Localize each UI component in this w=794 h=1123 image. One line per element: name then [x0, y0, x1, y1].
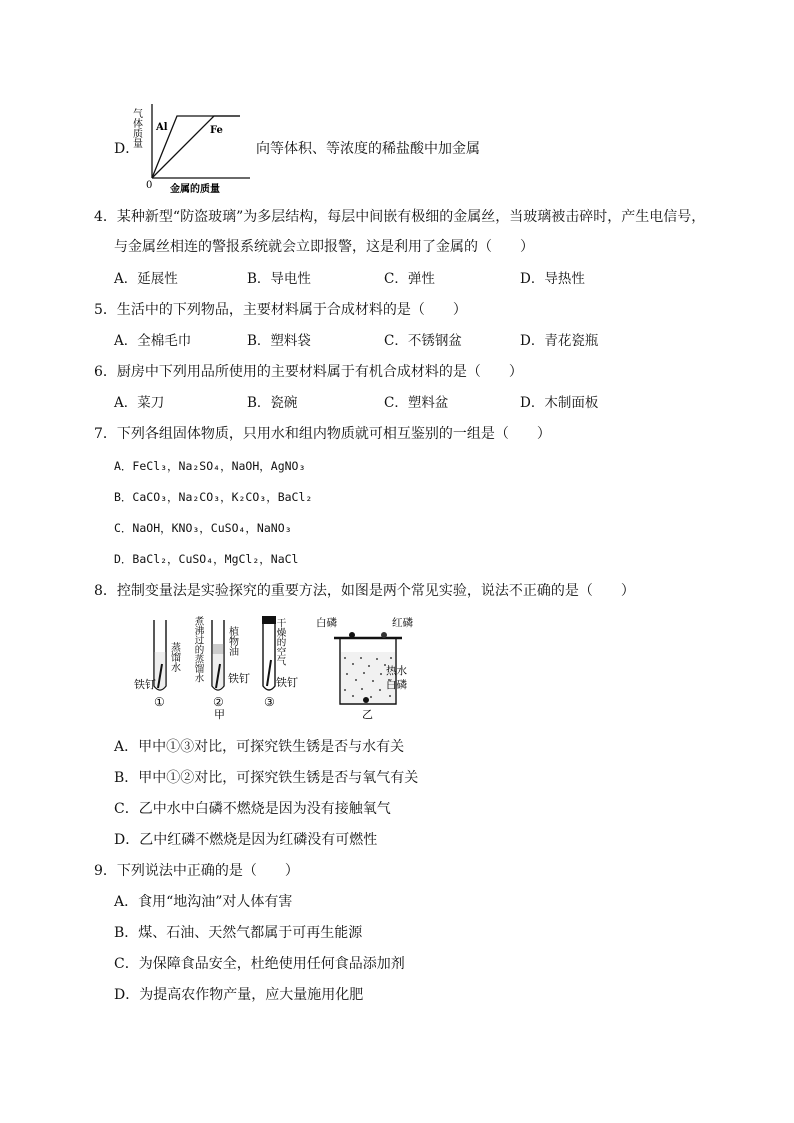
- tube2-oil-label: 植物油: [226, 626, 238, 656]
- tube1-number: ①: [154, 695, 165, 709]
- tube3-nail-label: 铁钉: [276, 676, 298, 689]
- q8-option-d: D．乙中红磷不燃烧是因为红磷没有可燃性: [114, 832, 378, 848]
- graph-origin: 0: [146, 180, 153, 191]
- tube3-air-label: 干燥的空气: [274, 618, 286, 666]
- q4-option-b: B．导电性: [247, 271, 311, 287]
- q9-stem: 9．下列说法中正确的是（ ）: [94, 863, 299, 879]
- tube1-nail-label: 铁钉: [134, 678, 156, 691]
- graph-series-fe: Fe: [210, 125, 223, 136]
- q4-option-d: D．导热性: [520, 271, 585, 287]
- q5-option-b: B．塑料袋: [247, 333, 311, 349]
- beaker-red-p-label: 红磷: [392, 617, 413, 629]
- q8-rust-experiment-figure: [134, 614, 425, 721]
- q6-option-d: D．木制面板: [520, 395, 599, 411]
- tube2-number: ②: [213, 695, 224, 709]
- q5-option-c: C．不锈钢盆: [384, 333, 462, 349]
- beaker-white-p2-label: 白磷: [386, 679, 407, 691]
- q4-option-a: A．延展性: [114, 271, 178, 287]
- q8-stem: 8．控制变量法是实验探究的重要方法，如图是两个常见实验，说法不正确的是（ ）: [94, 583, 635, 599]
- q6-option-a: A．菜刀: [114, 395, 165, 411]
- q8-option-b: B．甲中①②对比，可探究铁生锈是否与氧气有关: [114, 770, 419, 786]
- tube2-nail-label: 铁钉: [228, 672, 250, 685]
- q7-stem: 7．下列各组固体物质，只用水和组内物质就可相互鉴别的一组是（ ）: [94, 426, 551, 442]
- group-jia-label: 甲: [214, 708, 225, 721]
- beaker-white-p-label: 白磷: [316, 617, 337, 629]
- q5-stem: 5．生活中的下列物品，主要材料属于合成材料的是（ ）: [94, 302, 467, 318]
- q9-option-a: A．食用“地沟油”对人体有害: [114, 894, 293, 910]
- q9-option-d: D．为提高农作物产量，应大量施用化肥: [114, 987, 364, 1003]
- q4-option-c: C．弹性: [384, 271, 435, 287]
- q8-option-c: C．乙中水中白磷不燃烧是因为没有接触氧气: [114, 801, 391, 817]
- tube2-top-label: 煮沸过的蒸馏水: [192, 616, 204, 683]
- q3-option-d-label: D．: [114, 141, 140, 157]
- q9-option-b: B．煤、石油、天然气都属于可再生能源: [114, 925, 363, 941]
- q4-stem-line1: 4．某种新型“防盗玻璃”为多层结构，每层中间嵌有极细的金属丝，当玻璃被击碎时，产生电信号，: [94, 209, 706, 225]
- tube1-water-label: 蒸馏水: [168, 642, 180, 672]
- q7-option-b: B．CaCO₃，Na₂CO₃，K₂CO₃，BaCl₂: [114, 490, 313, 504]
- q3-gas-mass-graph: [132, 100, 252, 195]
- q3-option-d-text: 向等体积、等浓度的稀盐酸中加金属: [256, 141, 480, 157]
- graph-ylabel: 气体质量: [130, 108, 142, 148]
- q4-stem-line2: 与金属丝相连的警报系统就会立即报警，这是利用了金属的（ ）: [114, 239, 534, 255]
- graph-series-al: Al: [156, 122, 168, 133]
- q6-option-b: B．瓷碗: [247, 395, 298, 411]
- q6-stem: 6．厨房中下列用品所使用的主要材料属于有机合成材料的是（ ）: [94, 364, 523, 380]
- q8-option-a: A．甲中①③对比，可探究铁生锈是否与水有关: [114, 739, 405, 755]
- graph-xlabel: 金属的质量: [170, 184, 220, 195]
- q7-option-a: A．FeCl₃，Na₂SO₄，NaOH，AgNO₃: [114, 459, 306, 473]
- q6-option-c: C．塑料盆: [384, 395, 449, 411]
- q5-option-a: A．全棉毛巾: [114, 333, 192, 349]
- q7-option-d: D．BaCl₂，CuSO₄，MgCl₂，NaCl: [114, 552, 299, 566]
- group-yi-label: 乙: [362, 708, 373, 721]
- tube3-number: ③: [264, 695, 275, 709]
- beaker-water-label: 热水: [386, 665, 407, 677]
- q7-option-c: C．NaOH，KNO₃，CuSO₄，NaNO₃: [114, 521, 292, 535]
- q9-option-c: C．为保障食品安全，杜绝使用任何食品添加剂: [114, 956, 405, 972]
- q5-option-d: D．青花瓷瓶: [520, 333, 599, 349]
